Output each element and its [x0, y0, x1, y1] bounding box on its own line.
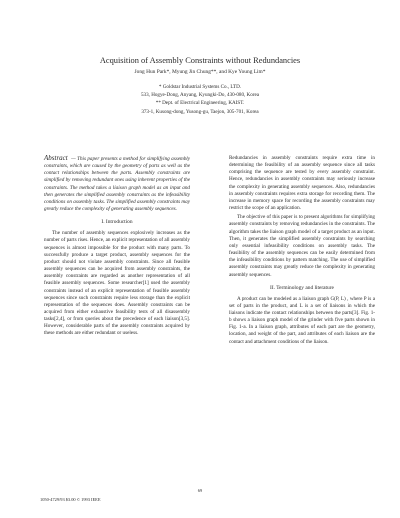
- abstract-text: — This paper presents a method for simplifying assembly constraints, which are caused by the geometry of parts as well as the contact relationships between the parts. Assembly constraints are simplified by removing redundant ones using inherent properties of the constraints. The method takes a liaison graph model as an input and then generates the simplified assembly constraints as the infeasibility conditions on assembly tasks. The simplified assembly constraints may greatly reduce the complexity of generating assembly sequences.: [44, 156, 190, 213]
- section-heading-terminology: II. Terminology and literature: [270, 284, 334, 291]
- paper-authors: Jong Hun Park*, Myung Jin Chung**, and Kye Young Lim*: [134, 69, 266, 75]
- left-column: [44, 155, 190, 340]
- copyright-code: 1050-4729/93 $3.00 © 1993 IEEE: [40, 497, 101, 502]
- affiliation-line: ** Dept. of Electrical Engineering, KAIST.: [155, 100, 245, 107]
- right-column: [229, 155, 375, 348]
- section-heading-introduction: I. Introduction: [101, 219, 133, 226]
- affiliation-line: 533, Hogye-Dong, Anyang, Kyungki-Do, 430-080, Korea: [141, 92, 259, 99]
- affiliation-line: 373-1, Kusong-dong, Yusong-gu, Taejon, 305-701, Korea: [141, 108, 259, 115]
- abstract: [44, 155, 190, 213]
- body-paragraph: Redundancies in assembly constraints require extra time in determining the feasibility of an assembly sequence since all tasks comprising the sequence are tested by every assembly constraint. Hence, redundancies in assembly constraints may seriously increase the complexity in generating assembly sequences. Also, redundancies in assembly constraints requires extra storage for recording them. The increase in memory space for recording the assembly constraints may restrict the scope of an application.: [229, 155, 375, 212]
- terminology-paragraph: A product can be modeled as a liaison graph G(P, L) , where P is a set of parts in the product, and L is a set of liaisons in which the liaisons indicate the contact relationships between the parts[3]. Fig. 1-b shows a liaison graph model of the grinder with five parts shown in Fig. 1-a. In a liaison graph, attributes of each part are the geometry, location, and weight of the part, and attributes of each liaison are the contact and attachment conditions of the liaison.: [229, 295, 375, 345]
- page-number: 69: [197, 488, 203, 493]
- affiliation-line: * Goldstar Industrial Systems Co., LTD.: [158, 84, 242, 90]
- introduction-paragraph: The number of assembly sequences explosively increases as the number of parts rises. Hence, an explicit representation of all assembly sequences is almost impossible for the product with many parts. To successfully produce a target product, assembly sequences for the product should not violate assembly constraints. Since all feasible assembly sequences can be acquired from assembly constraints, the assembly constraints are regarded as another representation of all feasible assembly sequences. Some researcher[1] used the assembly constraints instead of an explicit representation of feasible assembly sequences since such constraints require less storage than the explicit representation of the sequences does. Assembly constraints can be acquired from either exhaustive feasibility tests of all disassembly tasks[2,4], or from queries about the precedence of each liaison[3,5]. However, considerable parts of the assembly constraints acquired by these methods are either redundant or useless.: [44, 230, 190, 337]
- affiliations: [0, 83, 400, 116]
- paper-title: Acquisition of Assembly Constraints without Redundancies: [99, 56, 301, 65]
- abstract-label: Abstract: [44, 154, 68, 162]
- objective-paragraph: The objective of this paper is to present algorithms for simplifying assembly constraints by removing redundancies in the constraints. The algorithm takes the liaison graph model of a target product as an input. Then, it generates the simplified assembly constraints by searching only essential infeasibility conditions on assembly tasks. The feasibility of the assembly sequences can be easily determined from the infeasibility conditions by pattern matching. The use of simplified assembly constraints may greatly reduce the complexity in generating assembly sequences.: [229, 214, 375, 278]
